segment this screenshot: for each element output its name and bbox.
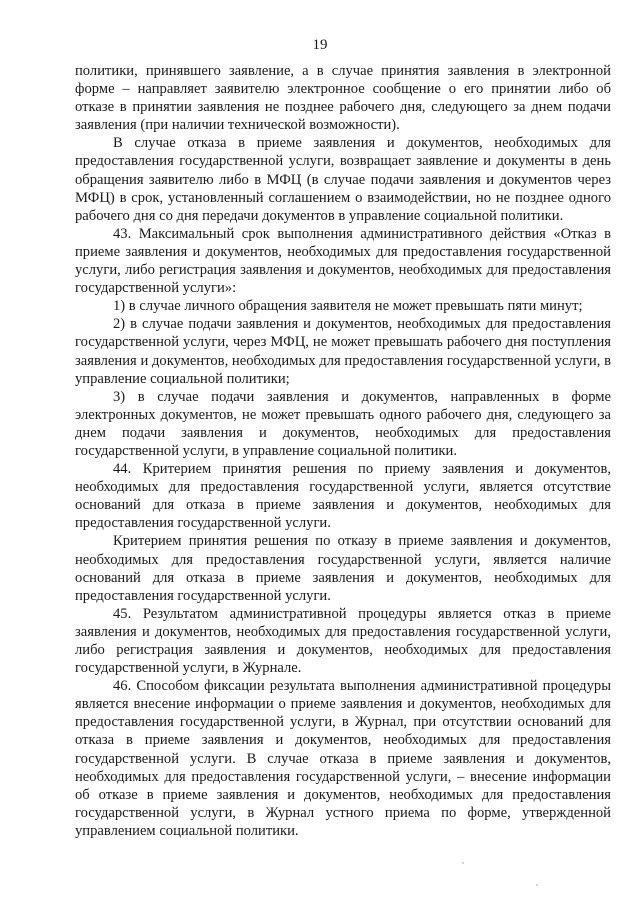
- document-body: [75, 62, 611, 840]
- list-item-2: 2) в случае подачи заявления и документов, необходимых для предоставления государственной услуги, через МФЦ, не может превышать рабочего дня поступления заявления и документов, необходимых для предоставления государственной услуги, в управление социальной политики;: [75, 316, 611, 387]
- scan-speck: [462, 862, 464, 864]
- paragraph-45: 45. Результатом административной процедуры является отказ в приеме заявления и документов, необходимых для предоставления государственной услуги, либо регистрация заявления и документов, необходимых для предоставления государственной услуги, в Журнале.: [75, 605, 611, 677]
- list-item-1: 1) в случае личного обращения заявителя не может превышать пяти минут;: [113, 298, 583, 315]
- page-number: 19: [312, 37, 328, 53]
- paragraph-refusal-return: В случае отказа в приеме заявления и документов, необходимых для предоставления государственной услуги, возвращает заявление и документы в день обращения заявителю либо в МФЦ (в случае подачи заявления и документов через МФЦ) в срок, установленный соглашением о взаимодействии, но не позднее одного рабочего дня со дня передачи документов в управление социальной политики.: [75, 135, 611, 224]
- paragraph-43: 43. Максимальный срок выполнения административного действия «Отказ в приеме заявления и документов, необходимых для предоставления государственной услуги, либо регистрация заявления и документов, необходимых для предоставления государственной услуги»:: [75, 225, 611, 297]
- paragraph-44-criterion-refusal: Критерием принятия решения по отказу в приеме заявления и документов, необходимых для предоставления государственной услуги, является наличие оснований для отказа в приеме заявления и документов, необходимых для предоставления государственной услуги.: [75, 533, 611, 604]
- paragraph-46: 46. Способом фиксации результата выполнения административной процедуры является внесение информации о приеме заявления и документов, необходимых для предоставления государственной услуги, в Журнал, при отсутствии оснований для отказа в приеме заявления и документов, необходимых для предоставления государственной услуги. В случае отказа в приеме заявления и документов, необходимых для предоставления государственной услуги, – внесение информации об отказе в приеме заявления и документов, необходимых для предоставления государственной услуги, в Журнал устного приема по форме, утвержденной управлением социальной политики.: [75, 678, 611, 839]
- list-item-3: 3) в случае подачи заявления и документов, направленных в форме электронных документов, не может превышать одного рабочего дня, следующего за днем подачи заявления и документов, необходимых для предоставления государственной услуги, в управление социальной политики.: [75, 388, 611, 459]
- paragraph-continuation: политики, принявшего заявление, а в случае принятия заявления в электронной форме – направляет заявителю электронное сообщение о его принятии либо об отказе в принятии заявления не позднее рабочего дня, следующего за днем подачи заявления (при наличии технической возможности).: [75, 63, 611, 134]
- scan-speck: [536, 884, 538, 886]
- paragraph-44: 44. Критерием принятия решения по приему заявления и документов, необходимых для предоставления государственной услуги, является отсутствие оснований для отказа в приеме заявления и документов, необходимых для предоставления государственной услуги.: [75, 461, 611, 532]
